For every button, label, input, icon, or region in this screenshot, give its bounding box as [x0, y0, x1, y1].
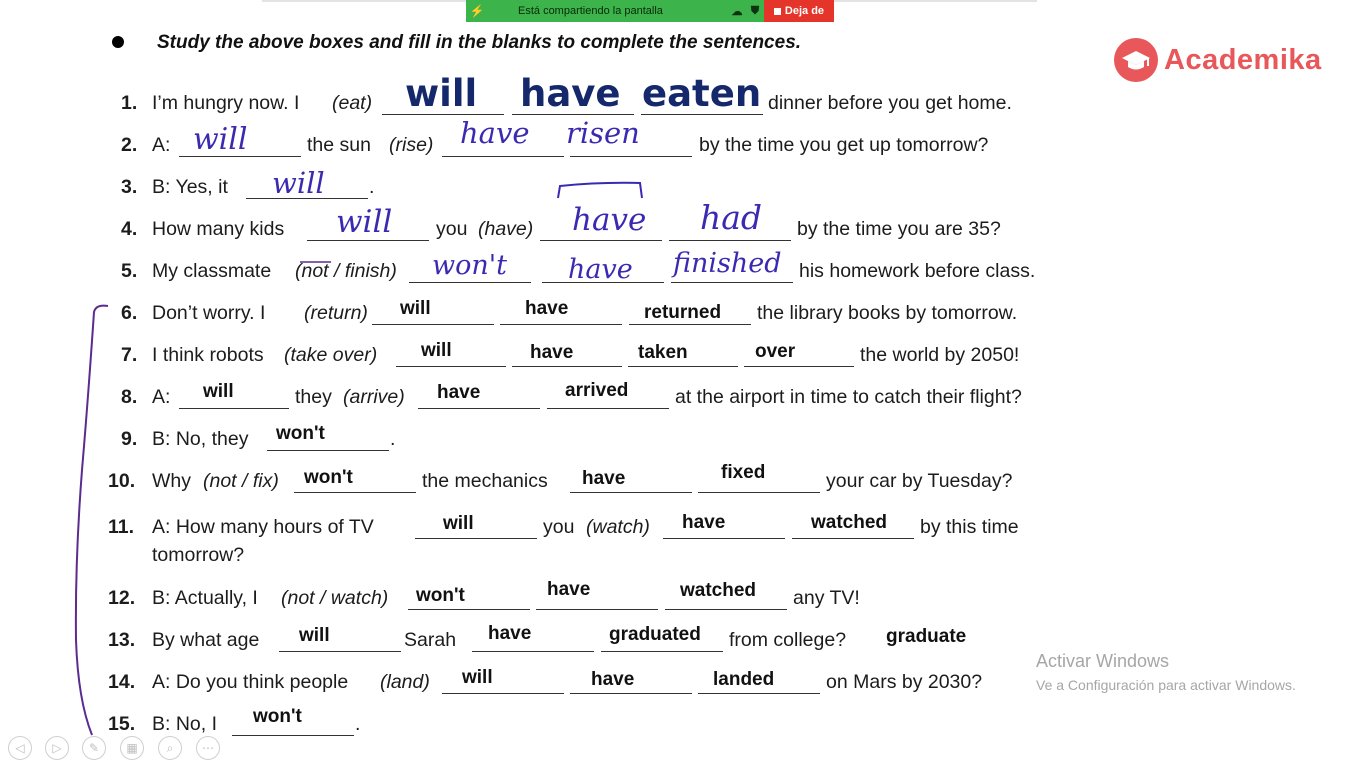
sentence-text: A: [152, 386, 171, 408]
sentence-text: B: Actually, I [152, 587, 258, 609]
sentence-text: your car by Tuesday? [826, 470, 1013, 492]
sentence-text: Don’t worry. I [152, 302, 266, 324]
typed-answer: won't [416, 585, 465, 606]
sentence-text: . [390, 428, 396, 450]
verb-hint: (watch) [586, 516, 650, 538]
sentence-text: the mechanics [422, 470, 548, 492]
verb-hint: (eat) [332, 92, 373, 114]
typed-answer: will [299, 625, 330, 646]
typed-answer: have [525, 298, 569, 319]
typed-answer: have [591, 669, 635, 690]
handwritten-answer: will [336, 204, 393, 240]
verb-hint: (take over) [284, 344, 378, 366]
typed-answer: taken [638, 342, 688, 363]
sentence-text: on Mars by 2030? [826, 671, 983, 693]
row-number: 4. [121, 218, 138, 240]
row-number: 9. [121, 428, 138, 450]
typed-answer: will [443, 513, 474, 534]
handwritten-answer: won't [432, 250, 508, 281]
typed-answer: have [437, 382, 481, 403]
sentence-text: B: Yes, it [152, 176, 228, 198]
sentence-text: you [543, 516, 575, 538]
sentence-text: . [369, 176, 375, 198]
activation-watermark-subtitle: Ve a Configuración para activar Windows. [1036, 677, 1296, 693]
sentence-text: . [355, 713, 361, 735]
verb-hint: (have) [478, 218, 534, 240]
typed-answer: won't [304, 467, 353, 488]
zoom-icon[interactable]: ⌕ [158, 736, 182, 760]
typed-answer: will [400, 298, 431, 319]
typed-answer: have [488, 623, 532, 644]
typed-answer: have [547, 579, 591, 600]
row-number: 15. [108, 713, 136, 735]
sentence-text: the sun [307, 134, 371, 156]
sentence-text: Why [152, 470, 191, 492]
stop-sharing-label: Deja de [784, 5, 825, 17]
row-number: 7. [121, 344, 138, 366]
sentence-text: the library books by tomorrow. [757, 302, 1018, 324]
sentence-text: My classmate [152, 260, 272, 282]
sentence-text: A: How many hours of TV [152, 516, 374, 538]
handwritten-answer: eaten [642, 72, 762, 115]
typed-answer: won't [276, 423, 325, 444]
row-number: 5. [121, 260, 138, 282]
share-status-text: Está compartiendo la pantalla [518, 5, 663, 17]
handwritten-answer: have [568, 254, 633, 285]
row-number: 11. [108, 516, 135, 538]
sentence-text: I’m hungry now. I [152, 92, 300, 114]
verb-hint: (not / watch) [281, 587, 389, 609]
pin-icon[interactable]: ⚡ [469, 4, 485, 18]
logo-text: Academika [1164, 43, 1322, 76]
sentence-text: By what age [152, 629, 260, 651]
verb-hint: (rise) [389, 134, 434, 156]
sentence-text: the world by 2050! [860, 344, 1020, 366]
typed-answer: graduated [609, 624, 701, 645]
pen-icon[interactable]: ✎ [82, 736, 106, 760]
handwritten-answer: have [572, 202, 647, 238]
typed-answer: watched [680, 580, 757, 601]
handwritten-answer: risen [566, 116, 640, 150]
sentence-text: his homework before class. [799, 260, 1036, 282]
sentence-text: I think robots [152, 344, 264, 366]
sentence-text: B: No, I [152, 713, 218, 735]
verb-hint: (not / fix) [203, 470, 279, 492]
row-number: 14. [108, 671, 136, 693]
verb-hint: (arrive) [343, 386, 405, 408]
row-number: 13. [108, 629, 136, 651]
more-icon[interactable]: ⋯ [196, 736, 220, 760]
sentence-text: by the time you are 35? [797, 218, 1001, 240]
cloud-icon[interactable]: ☁ [731, 5, 743, 18]
typed-answer: will [421, 340, 452, 361]
typed-answer: arrived [565, 380, 629, 401]
typed-answer: won't [253, 706, 302, 727]
sentence-text: tomorrow? [152, 544, 245, 566]
row-number: 6. [121, 302, 138, 324]
row-number: 1. [121, 92, 138, 114]
typed-answer: have [530, 342, 574, 363]
sentence-text: B: No, they [152, 428, 249, 450]
handwritten-answer: have [520, 72, 621, 115]
grid-icon[interactable]: ▦ [120, 736, 144, 760]
row-number: 12. [108, 587, 136, 609]
handwritten-answer: had [700, 198, 763, 237]
typed-answer: over [755, 341, 796, 362]
sentence-text: they [295, 386, 332, 408]
typed-note: graduate [886, 626, 967, 647]
handwritten-answer: will [405, 72, 478, 115]
verb-hint: (land) [380, 671, 430, 693]
sentence-text: dinner before you get home. [768, 92, 1012, 114]
typed-answer: will [203, 381, 234, 402]
sentence-text: by the time you get up tomorrow? [699, 134, 989, 156]
typed-answer: have [582, 468, 626, 489]
typed-answer: watched [811, 512, 888, 533]
shield-icon[interactable]: ⛊ [750, 4, 760, 17]
verb-hint: (not / finish) [295, 260, 397, 282]
verb-hint: (return) [304, 302, 368, 324]
sentence-text: you [436, 218, 468, 240]
sentence-text: How many kids [152, 218, 285, 240]
sentence-text: by this time [920, 516, 1019, 538]
prev-icon[interactable]: ◁ [8, 736, 32, 760]
sentence-text: A: [152, 134, 171, 156]
handwritten-answer: will [193, 122, 248, 157]
sentence-text: from college? [729, 629, 847, 651]
row-number: 3. [121, 176, 138, 198]
sentence-text: at the airport in time to catch their flight? [675, 386, 1022, 408]
next-icon[interactable]: ▷ [45, 736, 69, 760]
typed-answer: will [462, 667, 493, 688]
handwritten-answer: will [272, 166, 325, 200]
typed-answer: returned [644, 302, 722, 323]
typed-answer: have [682, 512, 726, 533]
handwritten-answer: have [460, 116, 530, 150]
sentence-text: Sarah [404, 629, 457, 651]
row-number: 2. [121, 134, 138, 156]
typed-answer: fixed [721, 462, 766, 483]
sentence-text: any TV! [793, 587, 860, 609]
activation-watermark-title: Activar Windows [1036, 651, 1170, 671]
row-number: 8. [121, 386, 138, 408]
handwritten-answer: finished [673, 248, 782, 279]
typed-answer: landed [713, 669, 775, 690]
instruction-text: Study the above boxes and fill in the blanks to complete the sentences. [157, 32, 802, 53]
row-number: 10. [108, 470, 136, 492]
sentence-text: A: Do you think people [152, 671, 349, 693]
